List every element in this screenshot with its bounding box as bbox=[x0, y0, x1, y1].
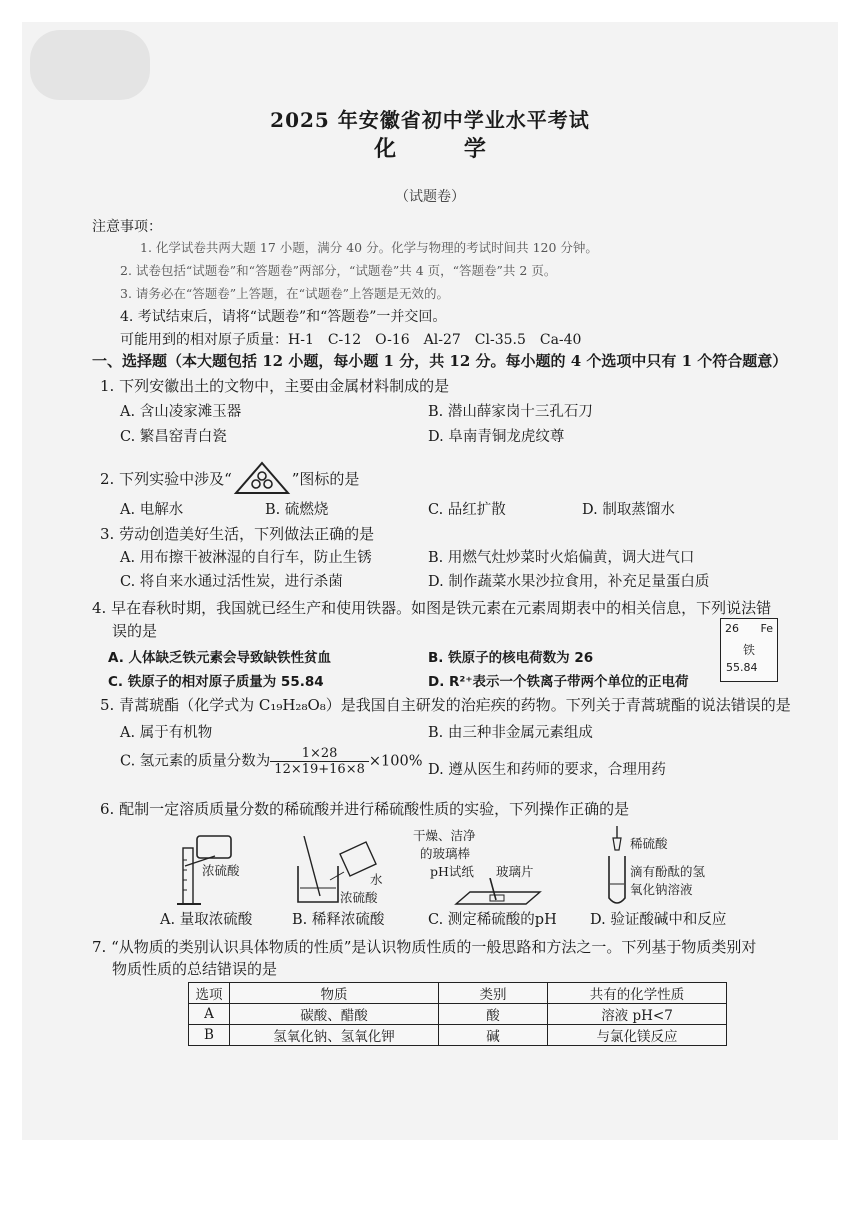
question-2-option-d: D. 制取蒸馏水 bbox=[582, 502, 675, 518]
fig-c-glass-label: 玻璃片 bbox=[496, 864, 534, 879]
fig-a-label: 浓硫酸 bbox=[202, 863, 240, 878]
question-4-option-d: D. R²⁺表示一个铁离子带两个单位的正电荷 bbox=[428, 674, 689, 690]
paper-label: （试题卷） bbox=[395, 189, 465, 205]
mass-fraction bbox=[270, 746, 369, 777]
fig-b-acid-label: 浓硫酸 bbox=[340, 890, 378, 905]
notice-item-2: 2. 试卷包括“试题卷”和“答题卷”两部分，“试题卷”共 4 页，“答题卷”共 2 页。 bbox=[120, 263, 557, 278]
table-cell: A bbox=[189, 1004, 230, 1025]
question-3-stem: 3. 劳动创造美好生活，下列做法正确的是 bbox=[100, 525, 375, 543]
question-1-option-d: D. 阜南青铜龙虎纹尊 bbox=[428, 429, 565, 445]
table-row bbox=[189, 1004, 727, 1025]
test-tube-figure bbox=[603, 826, 631, 908]
question-6-option-c: C. 测定稀硫酸的pH bbox=[428, 912, 557, 928]
atomic-masses: 可能用到的相对原子质量：H-1 C-12 O-16 Al-27 Cl-35.5 Ca-40 bbox=[120, 332, 582, 348]
question-2-stem-before: 2. 下列实验中涉及“ bbox=[100, 470, 232, 488]
question-4-option-b: B. 铁原子的核电荷数为 26 bbox=[428, 650, 594, 666]
question-1-option-c: C. 繁昌窑青白瓷 bbox=[120, 429, 227, 445]
fig-d-label-line-2: 氧化钠溶液 bbox=[630, 882, 693, 897]
table-cell: 酸 bbox=[439, 1004, 548, 1025]
question-4-stem-line-1: 4. 早在春秋时期，我国就已经生产和使用铁器。如图是铁元素在元素周期表中的相关信息，下列说法错 bbox=[92, 599, 772, 617]
exam-subject: 化 学 bbox=[374, 136, 516, 162]
table-header: 物质 bbox=[230, 983, 439, 1004]
table-cell: 溶液 pH<7 bbox=[548, 1004, 727, 1025]
table-cell: 氢氧化钠、氢氧化钾 bbox=[230, 1025, 439, 1046]
question-5-option-d: D. 遵从医生和药师的要求，合理用药 bbox=[428, 762, 666, 778]
option-c-suffix: ×100% bbox=[368, 753, 423, 770]
fraction-numerator: 1×28 bbox=[270, 746, 369, 762]
table-cell: 碱 bbox=[439, 1025, 548, 1046]
question-2-stem bbox=[100, 460, 359, 500]
question-7-stem-line-2: 物质性质的总结错误的是 bbox=[112, 960, 278, 978]
notice-item-3: 3. 请务必在“答题卷”上答题，在“试题卷”上答题是无效的。 bbox=[120, 286, 449, 301]
table-cell: B bbox=[189, 1025, 230, 1046]
element-symbol: Fe bbox=[760, 622, 773, 635]
iron-element-cell bbox=[720, 618, 778, 682]
question-6-option-b: B. 稀释浓硫酸 bbox=[292, 912, 385, 928]
fig-c-paper-label: pH试纸 bbox=[430, 864, 474, 879]
fig-d-top-label: 稀硫酸 bbox=[630, 836, 668, 851]
scan-smudge bbox=[30, 30, 150, 100]
question-5-option-b: B. 由三种非金属元素组成 bbox=[428, 725, 593, 741]
notice-heading: 注意事项： bbox=[92, 219, 162, 235]
question-1-option-a: A. 含山凌家滩玉器 bbox=[120, 404, 242, 420]
question-6-stem: 6. 配制一定溶质质量分数的稀硫酸并进行稀硫酸性质的实验，下列操作正确的是 bbox=[100, 800, 630, 818]
question-1-stem: 1. 下列安徽出土的文物中，主要由金属材料制成的是 bbox=[100, 377, 450, 395]
question-2-option-c: C. 品红扩散 bbox=[428, 502, 506, 518]
question-4-stem-line-2: 误的是 bbox=[112, 622, 158, 640]
property-table bbox=[188, 982, 727, 1046]
table-header-row bbox=[189, 983, 727, 1004]
question-4-option-a: A. 人体缺乏铁元素会导致缺铁性贫血 bbox=[108, 650, 332, 666]
table-header: 类别 bbox=[439, 983, 548, 1004]
question-2-stem-after: ”图标的是 bbox=[291, 470, 360, 488]
option-c-prefix: C. 氢元素的质量分数为 bbox=[120, 753, 271, 770]
question-7-stem-line-1: 7. “从物质的类别认识具体物质的性质”是认识物质性质的一般思路和方法之一。下列基于物质类别对 bbox=[92, 938, 757, 956]
exam-title: 2025 年安徽省初中学业水平考试 bbox=[270, 108, 590, 132]
table-cell: 碳酸、醋酸 bbox=[230, 1004, 439, 1025]
question-3-option-b: B. 用燃气灶炒菜时火焰偏黄，调大进气口 bbox=[428, 550, 695, 566]
element-name: 铁 bbox=[743, 643, 756, 657]
ph-test-figure bbox=[446, 878, 546, 908]
table-cell: 与氯化镁反应 bbox=[548, 1025, 727, 1046]
question-3-option-c: C. 将自来水通过活性炭，进行杀菌 bbox=[120, 574, 343, 590]
question-5-stem: 5. 青蒿琥酯（化学式为 C₁₉H₂₈O₈）是我国自主研发的治疟疾的药物。下列关于青蒿琥酯的说法错误的是 bbox=[100, 696, 791, 714]
question-6-option-a: A. 量取浓硫酸 bbox=[160, 912, 253, 928]
fig-d-label-line-1: 滴有酚酞的氢 bbox=[630, 864, 706, 879]
question-4-option-c: C. 铁原子的相对原子质量为 55.84 bbox=[108, 674, 324, 690]
question-2-option-a: A. 电解水 bbox=[120, 502, 184, 518]
question-1-option-b: B. 潜山薛家岗十三孔石刀 bbox=[428, 404, 593, 420]
fraction-denominator: 12×19+16×8 bbox=[274, 762, 365, 777]
element-mass: 55.84 bbox=[726, 661, 758, 674]
table-header: 选项 bbox=[189, 983, 230, 1004]
fig-c-top-line-1: 干燥、洁净 bbox=[413, 828, 476, 843]
table-row bbox=[189, 1025, 727, 1046]
notice-item-4: 4. 考试结束后，请将“试题卷”和“答题卷”一并交回。 bbox=[120, 309, 447, 325]
table-header: 共有的化学性质 bbox=[548, 983, 727, 1004]
hazard-trefoil-icon bbox=[232, 460, 292, 500]
fig-b-water-label: 水 bbox=[370, 872, 383, 887]
question-3-option-d: D. 制作蔬菜水果沙拉食用，补充足量蛋白质 bbox=[428, 574, 710, 590]
element-number: 26 bbox=[725, 622, 739, 635]
question-6-option-d: D. 验证酸碱中和反应 bbox=[590, 912, 727, 928]
section-heading: 一、选择题（本大题包括 12 小题，每小题 1 分，共 12 分。每小题的 4 个选项中只有 1 个符合题意） bbox=[92, 352, 788, 370]
notice-item-1: 1. 化学试卷共两大题 17 小题，满分 40 分。化学与物理的考试时间共 120 分钟。 bbox=[140, 240, 598, 255]
fig-c-top-line-2: 的玻璃棒 bbox=[420, 846, 471, 861]
question-5-option-c bbox=[120, 746, 422, 777]
question-5-option-a: A. 属于有机物 bbox=[120, 725, 213, 741]
question-3-option-a: A. 用布擦干被淋湿的自行车，防止生锈 bbox=[120, 550, 372, 566]
question-2-option-b: B. 硫燃烧 bbox=[265, 502, 329, 518]
